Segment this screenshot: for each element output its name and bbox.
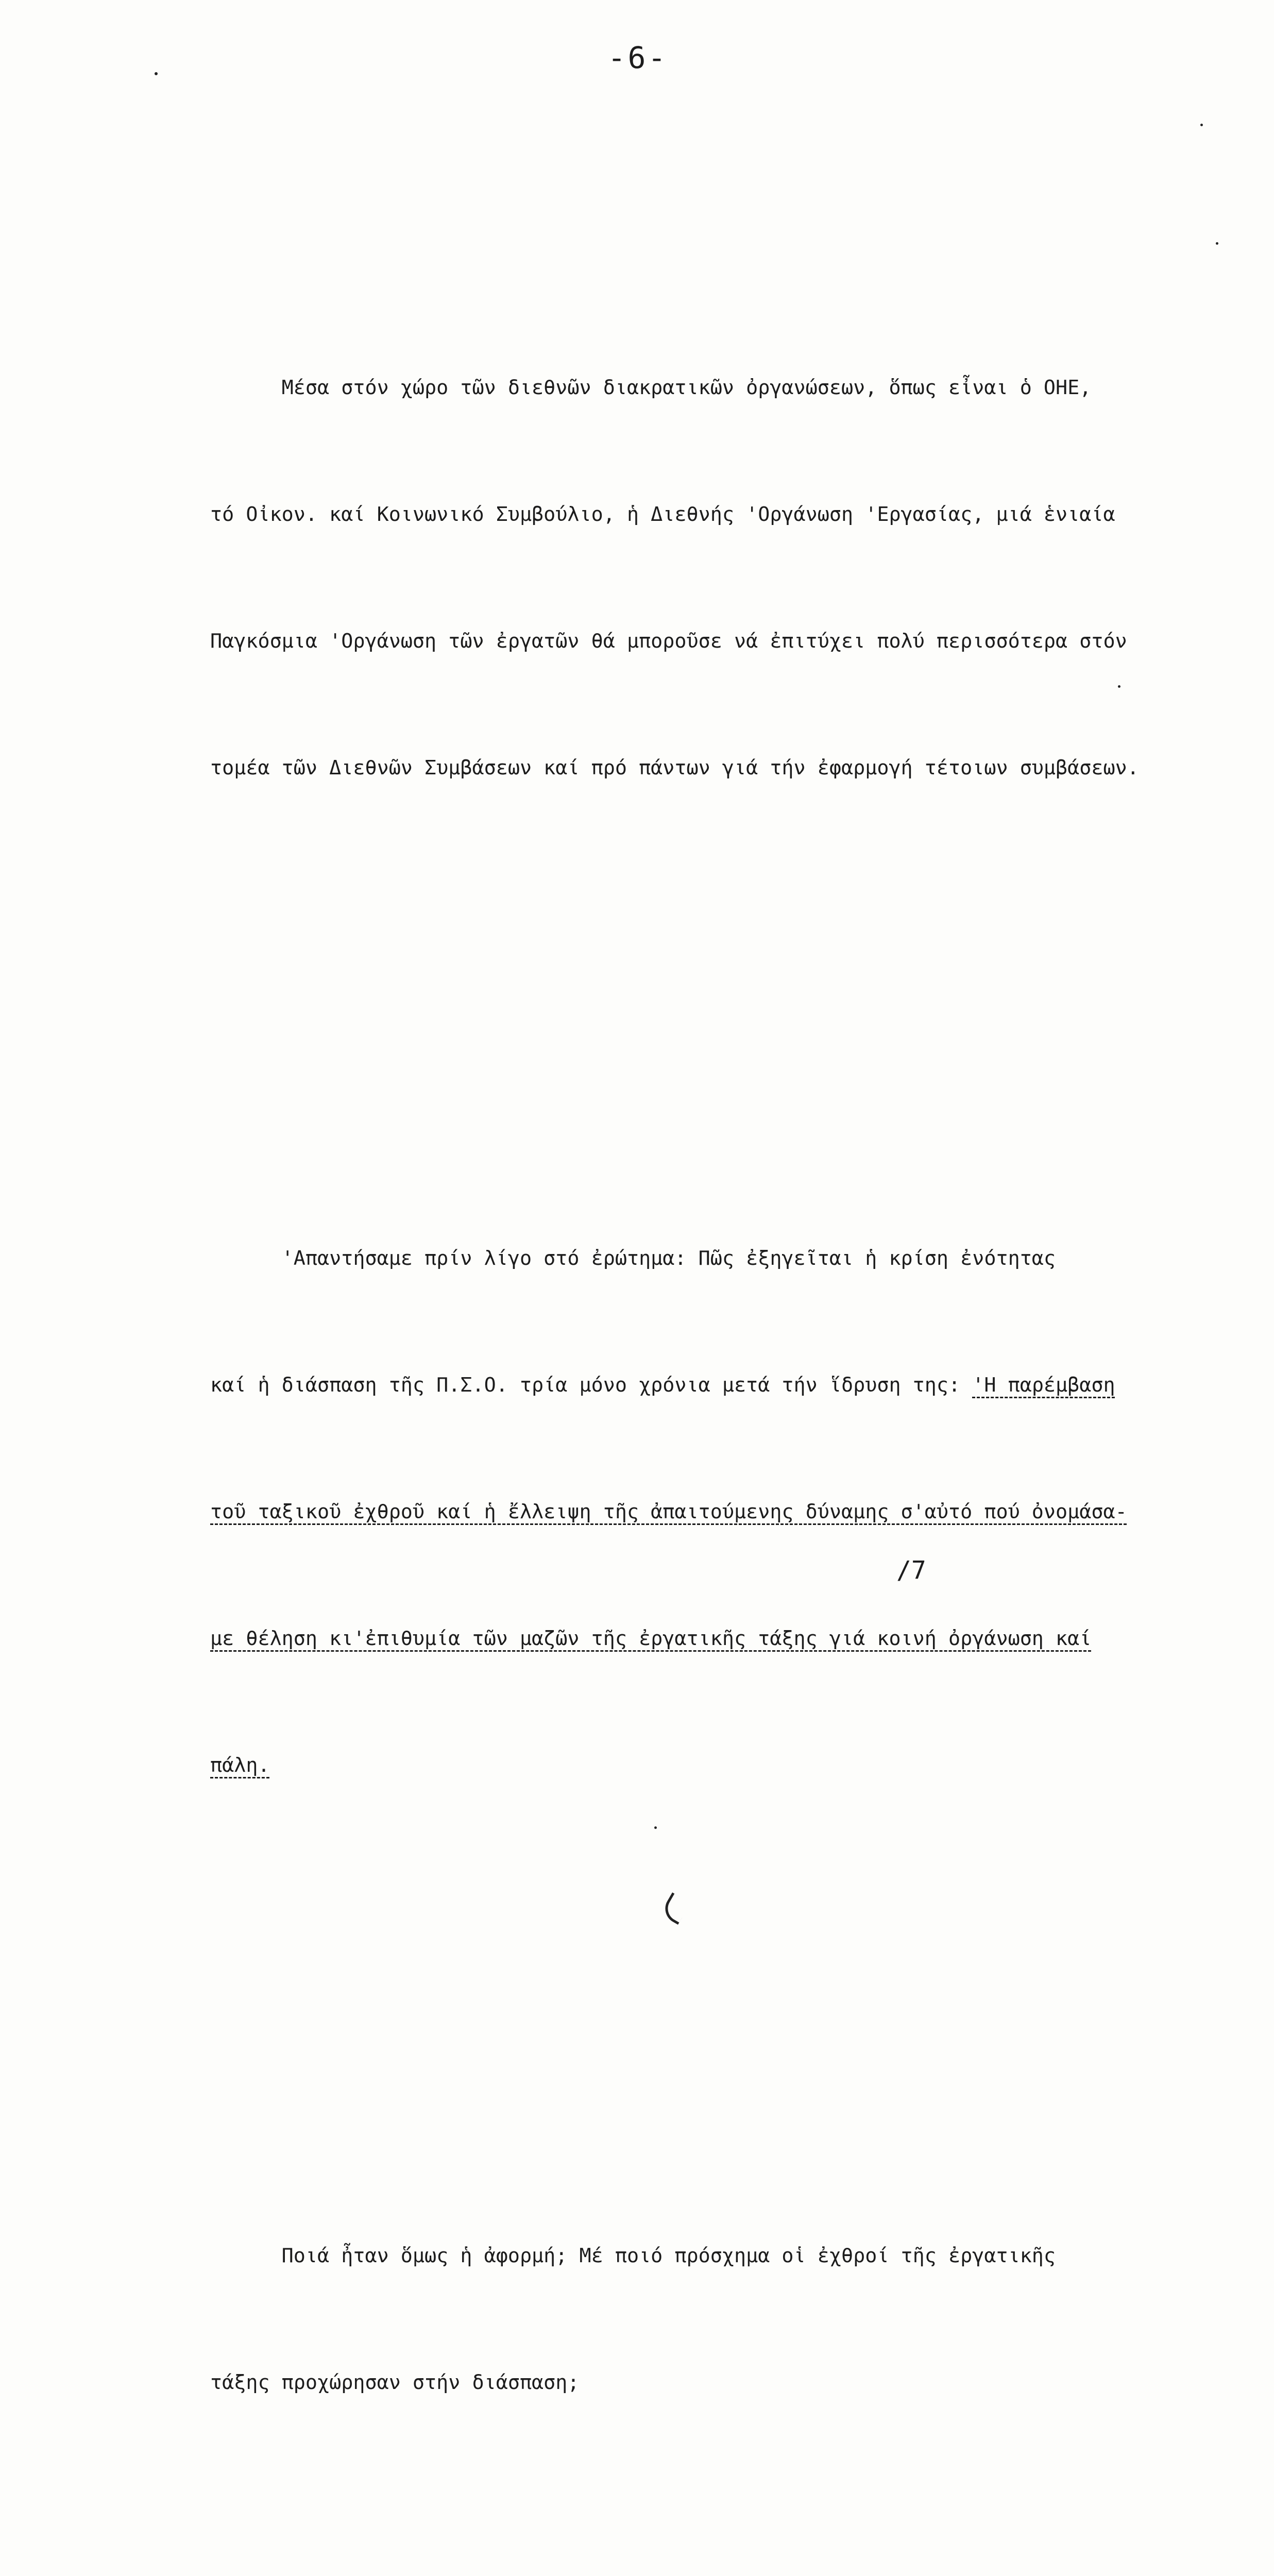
text-line: Ποιά ἦταν ὅμως ἡ ἀφορμή; Μέ ποιό πρόσχημα οἱ ἐχθροί τῆς ἐργατικῆς xyxy=(210,2244,1056,2267)
underlined-line: με θέληση κι'ἐπιθυμία τῶν μαζῶν τῆς ἐργατικῆς τάξης γιά κοινή ὀργάνωση καί xyxy=(210,1627,1092,1650)
paragraph xyxy=(210,2150,1199,2488)
text-line: τό Οἰκον. καί Κοινωνικό Συμβούλιο, ἡ Διεθνής 'Οργάνωση 'Εργασίας, μιά ἑνιαία xyxy=(210,503,1115,526)
text-line: τάξης προχώρησαν στήν διάσπαση; xyxy=(210,2371,580,2394)
continuation-marker: /7 xyxy=(896,1556,926,1585)
scan-speck xyxy=(1200,124,1203,126)
text-line: Παγκόσμια 'Οργάνωση τῶν ἐργατῶν θά μποροῦσε νά ἐπιτύχει πολύ περισσότερα στόν xyxy=(210,630,1127,653)
paragraph xyxy=(210,1153,1199,1871)
text-line-partial-underline xyxy=(210,1364,1199,1406)
text-segment: καί ἡ διάσπαση τῆς Π.Σ.Ο. τρία μόνο χρόνια μετά τήν ἵδρυση της: xyxy=(210,1374,973,1397)
text-line: τομέα τῶν Διεθνῶν Συμβάσεων καί πρό πάντων γιά τήν ἐφαρμογή τέτοιων συμβάσεων. xyxy=(210,756,1139,779)
underlined-line: πάλη. xyxy=(210,1754,270,1777)
scan-speck xyxy=(1118,685,1120,688)
underlined-line: τοῦ ταξικοῦ ἐχθροῦ καί ἡ ἔλλειψη τῆς ἀπαιτούμενης δύναμης σ'αὐτό πού ὀνομάσα- xyxy=(210,1500,1127,1523)
body-text xyxy=(210,113,1199,2576)
page-number: -6- xyxy=(607,40,668,75)
scan-speck xyxy=(654,1826,657,1829)
paragraph xyxy=(210,282,1199,874)
scan-speck xyxy=(155,72,158,75)
text-line: Μέσα στόν χώρο τῶν διεθνῶν διακρατικῶν ὀργανώσεων, ὅπως εἶναι ὁ ΟΗΕ, xyxy=(210,376,1092,399)
underlined-segment: 'Η παρέμβαση xyxy=(972,1374,1115,1397)
scan-speck xyxy=(1216,242,1218,245)
text-line: 'Απαντήσαμε πρίν λίγο στό ἐρώτημα: Πῶς ἐξηγεῖται ἡ κρίση ἐνότητας xyxy=(210,1247,1056,1270)
